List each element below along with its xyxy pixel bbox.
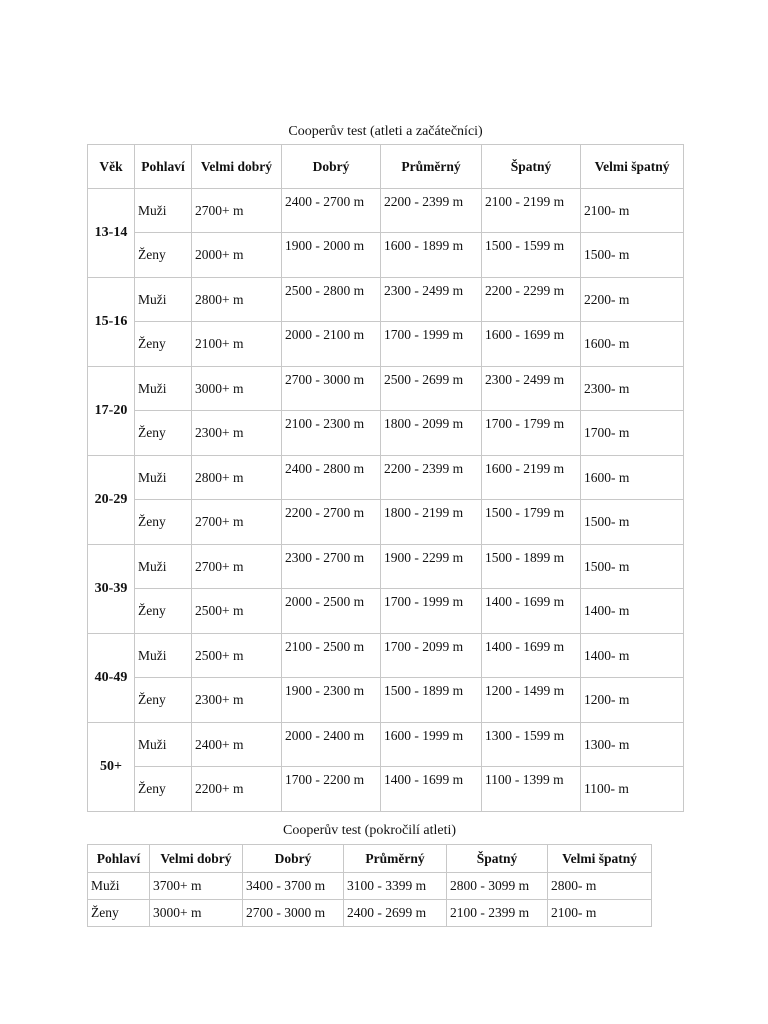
good-cell: 2000 - 2500 m [282,589,381,634]
table-row [88,411,684,456]
table-row [88,633,684,678]
average-cell: 3100 - 3399 m [344,872,447,899]
sex-cell: Ženy [135,589,192,634]
table-row [88,366,684,411]
table-row [88,544,684,589]
poor-cell: 2200 - 2299 m [482,277,581,322]
column-header: Špatný [482,144,581,188]
very-poor-cell: 2800- m [548,872,652,899]
poor-cell: 1400 - 1699 m [482,589,581,634]
good-cell: 2000 - 2400 m [282,722,381,767]
very-good-cell: 3000+ m [150,899,243,926]
good-cell: 1900 - 2300 m [282,678,381,723]
table-caption: Cooperův test (pokročilí atleti) [283,822,457,838]
age-group-cell: 40-49 [88,633,135,722]
very-poor-cell: 1100- m [581,767,684,812]
average-cell: 2300 - 2499 m [381,277,482,322]
average-cell: 1700 - 1999 m [381,589,482,634]
table-row [88,767,684,812]
poor-cell: 1500 - 1799 m [482,500,581,545]
sex-cell: Muži [135,455,192,500]
very-poor-cell: 1400- m [581,633,684,678]
sex-cell: Ženy [88,899,150,926]
very-poor-cell: 1500- m [581,500,684,545]
sex-cell: Ženy [135,500,192,545]
sex-cell: Ženy [135,233,192,278]
sex-cell: Ženy [135,322,192,367]
column-header: Dobrý [243,844,344,872]
good-cell: 2400 - 2700 m [282,188,381,233]
cooper-table-beginners [87,120,684,812]
average-cell: 1500 - 1899 m [381,678,482,723]
poor-cell: 1500 - 1599 m [482,233,581,278]
poor-cell: 1200 - 1499 m [482,678,581,723]
very-good-cell: 2000+ m [192,233,282,278]
very-good-cell: 2700+ m [192,544,282,589]
column-header: Pohlaví [135,144,192,188]
average-cell: 1700 - 2099 m [381,633,482,678]
very-good-cell: 2500+ m [192,633,282,678]
cooper-table-advanced [87,817,652,927]
column-header: Velmi špatný [581,144,684,188]
header-row [88,144,684,188]
good-cell: 2400 - 2800 m [282,455,381,500]
average-cell: 1900 - 2299 m [381,544,482,589]
column-header: Špatný [447,844,548,872]
very-good-cell: 2400+ m [192,722,282,767]
poor-cell: 1500 - 1899 m [482,544,581,589]
very-good-cell: 2700+ m [192,500,282,545]
column-header: Dobrý [282,144,381,188]
table-row [88,722,684,767]
good-cell: 2100 - 2500 m [282,633,381,678]
sex-cell: Muži [135,277,192,322]
good-cell: 2700 - 3000 m [243,899,344,926]
sex-cell: Muži [135,633,192,678]
column-header: Velmi dobrý [192,144,282,188]
very-good-cell: 3700+ m [150,872,243,899]
poor-cell: 1600 - 1699 m [482,322,581,367]
table-row [88,899,652,926]
column-header: Pohlaví [88,844,150,872]
very-poor-cell: 1600- m [581,455,684,500]
sex-cell: Muži [135,722,192,767]
very-poor-cell: 1500- m [581,233,684,278]
average-cell: 2200 - 2399 m [381,188,482,233]
table-row [88,322,684,367]
poor-cell: 2800 - 3099 m [447,872,548,899]
average-cell: 1700 - 1999 m [381,322,482,367]
average-cell: 1800 - 2199 m [381,500,482,545]
age-group-cell: 20-29 [88,455,135,544]
very-poor-cell: 2100- m [581,188,684,233]
poor-cell: 1100 - 1399 m [482,767,581,812]
average-cell: 2200 - 2399 m [381,455,482,500]
age-group-cell: 13-14 [88,188,135,277]
table-row [88,455,684,500]
sex-cell: Ženy [135,767,192,812]
very-poor-cell: 1400- m [581,589,684,634]
column-header: Věk [88,144,135,188]
good-cell: 2000 - 2100 m [282,322,381,367]
sex-cell: Muži [135,188,192,233]
very-poor-cell: 1200- m [581,678,684,723]
poor-cell: 2100 - 2199 m [482,188,581,233]
very-good-cell: 2700+ m [192,188,282,233]
good-cell: 3400 - 3700 m [243,872,344,899]
poor-cell: 2300 - 2499 m [482,366,581,411]
average-cell: 1600 - 1999 m [381,722,482,767]
age-group-cell: 30-39 [88,544,135,633]
table-row [88,589,684,634]
very-poor-cell: 1300- m [581,722,684,767]
very-poor-cell: 1600- m [581,322,684,367]
very-poor-cell: 2200- m [581,277,684,322]
average-cell: 2500 - 2699 m [381,366,482,411]
table-row [88,188,684,233]
table-row [88,233,684,278]
good-cell: 1900 - 2000 m [282,233,381,278]
sex-cell: Muži [135,366,192,411]
very-good-cell: 2300+ m [192,678,282,723]
sex-cell: Muži [88,872,150,899]
table-row [88,500,684,545]
very-poor-cell: 2100- m [548,899,652,926]
average-cell: 2400 - 2699 m [344,899,447,926]
good-cell: 2300 - 2700 m [282,544,381,589]
very-poor-cell: 1500- m [581,544,684,589]
good-cell: 2200 - 2700 m [282,500,381,545]
poor-cell: 1300 - 1599 m [482,722,581,767]
good-cell: 2500 - 2800 m [282,277,381,322]
very-good-cell: 2800+ m [192,277,282,322]
sex-cell: Ženy [135,411,192,456]
average-cell: 1400 - 1699 m [381,767,482,812]
poor-cell: 1700 - 1799 m [482,411,581,456]
table-row [88,872,652,899]
column-header: Průměrný [344,844,447,872]
table-caption: Cooperův test (atleti a začátečníci) [288,124,483,140]
very-poor-cell: 1700- m [581,411,684,456]
column-header: Velmi dobrý [150,844,243,872]
very-good-cell: 2800+ m [192,455,282,500]
sex-cell: Ženy [135,678,192,723]
age-group-cell: 17-20 [88,366,135,455]
very-good-cell: 2100+ m [192,322,282,367]
age-group-cell: 50+ [88,722,135,811]
very-poor-cell: 2300- m [581,366,684,411]
average-cell: 1800 - 2099 m [381,411,482,456]
poor-cell: 2100 - 2399 m [447,899,548,926]
table-row [88,277,684,322]
good-cell: 2100 - 2300 m [282,411,381,456]
table-row [88,678,684,723]
very-good-cell: 3000+ m [192,366,282,411]
poor-cell: 1400 - 1699 m [482,633,581,678]
age-group-cell: 15-16 [88,277,135,366]
average-cell: 1600 - 1899 m [381,233,482,278]
poor-cell: 1600 - 2199 m [482,455,581,500]
very-good-cell: 2300+ m [192,411,282,456]
good-cell: 2700 - 3000 m [282,366,381,411]
good-cell: 1700 - 2200 m [282,767,381,812]
very-good-cell: 2200+ m [192,767,282,812]
column-header: Velmi špatný [548,844,652,872]
header-row [88,844,652,872]
sex-cell: Muži [135,544,192,589]
column-header: Průměrný [381,144,482,188]
very-good-cell: 2500+ m [192,589,282,634]
